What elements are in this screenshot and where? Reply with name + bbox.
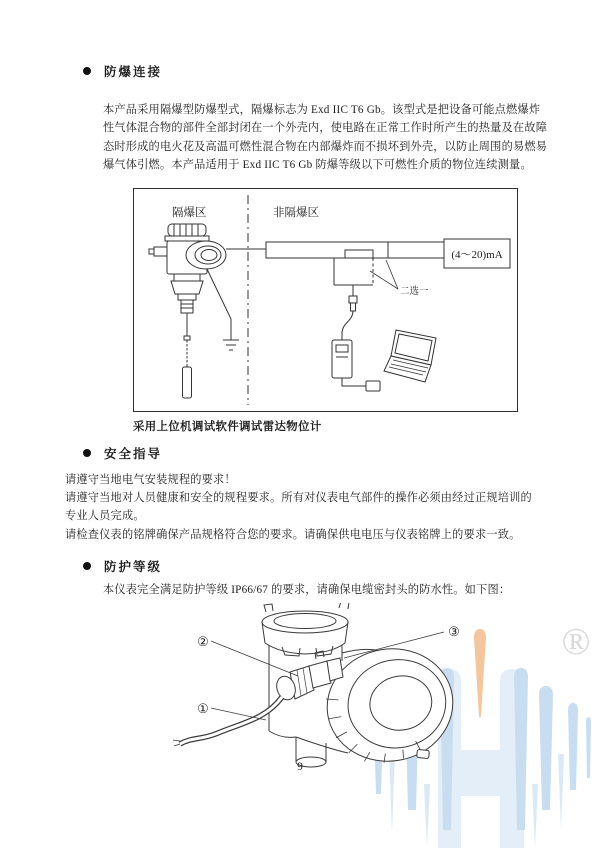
- safety-line: 专业人员完成。: [65, 510, 145, 523]
- body-text-line: 本产品采用隔爆型防爆型式，隔爆标志为 Exd IIC T6 Gb。该型式是把设备可能点燃爆炸: [103, 104, 541, 116]
- body-text-line: 性气体混合物的部件全部封闭在一个外壳内，使电路在正常工作时所产生的热量及在故障: [103, 122, 548, 135]
- page-number: 9: [297, 761, 303, 773]
- watermark-orange-spike: [474, 629, 486, 718]
- safety-line: 请遵守当地电气安装规程的要求！: [65, 474, 236, 486]
- safety-line: 请遵守当地对人员健康和安全的规程要求。所有对仪表电气部件的操作必须由经过正规培训的: [65, 492, 532, 505]
- callout-2: ②: [197, 634, 209, 649]
- ground-icon: [223, 340, 239, 350]
- figure-explosion-wiring: [133, 188, 518, 412]
- body-text-line: 态时形成的电火花及高温可燃性混合物在内部爆炸而不损坏到外壳，以防止周围的易燃易: [103, 140, 548, 153]
- zone-left-label: 隔爆区: [172, 207, 207, 219]
- bullet-icon: [83, 449, 91, 457]
- choice-label: 二选一: [400, 287, 429, 297]
- registered-mark-icon: ®: [561, 621, 591, 663]
- section-heading-explosion: [83, 62, 162, 80]
- callout-1: ①: [197, 701, 209, 716]
- section-heading-protection: [83, 557, 162, 575]
- safety-paragraph: [65, 471, 532, 544]
- output-current-label: (4～20)mA: [451, 249, 503, 261]
- body-text-line: 爆气体引燃。本产品适用于 Exd IIC T6 Gb 防爆等级以下可燃性介质的物位连续测量。: [103, 159, 532, 172]
- explosion-paragraph: [103, 101, 547, 175]
- hart-modem: [332, 296, 380, 391]
- usb-plug: [366, 381, 380, 391]
- section-heading-label: 防护等级: [104, 560, 163, 574]
- bullet-icon: [83, 562, 91, 570]
- resistor: [345, 250, 373, 258]
- ground-wire: [207, 269, 231, 340]
- protection-body: 本仪表完全满足防护等级 IP66/67 的要求，请确保电缆密封头的防水性。如下图：: [103, 584, 511, 596]
- safety-line: 请检查仪表的铭牌确保产品规格符合您的要求。请确保供电电压与仪表铭牌上的要求一致。: [65, 528, 521, 541]
- figure-caption: 采用上位机调试软件调试雷达物位计: [133, 421, 322, 433]
- transmitter-housing-drawing: [173, 603, 462, 774]
- zone-right-label: 非隔爆区: [273, 207, 319, 219]
- level-transmitter-drawing: [149, 224, 239, 398]
- laptop-icon: [384, 330, 436, 382]
- section-heading-safety: [83, 444, 162, 462]
- section-heading-label: 安全指导: [104, 447, 163, 461]
- section-heading-label: 防爆连接: [104, 65, 163, 79]
- callout-3: ③: [448, 624, 460, 639]
- bullet-icon: [83, 67, 91, 75]
- cable: [173, 697, 282, 746]
- figure-protection-housing: [170, 603, 470, 783]
